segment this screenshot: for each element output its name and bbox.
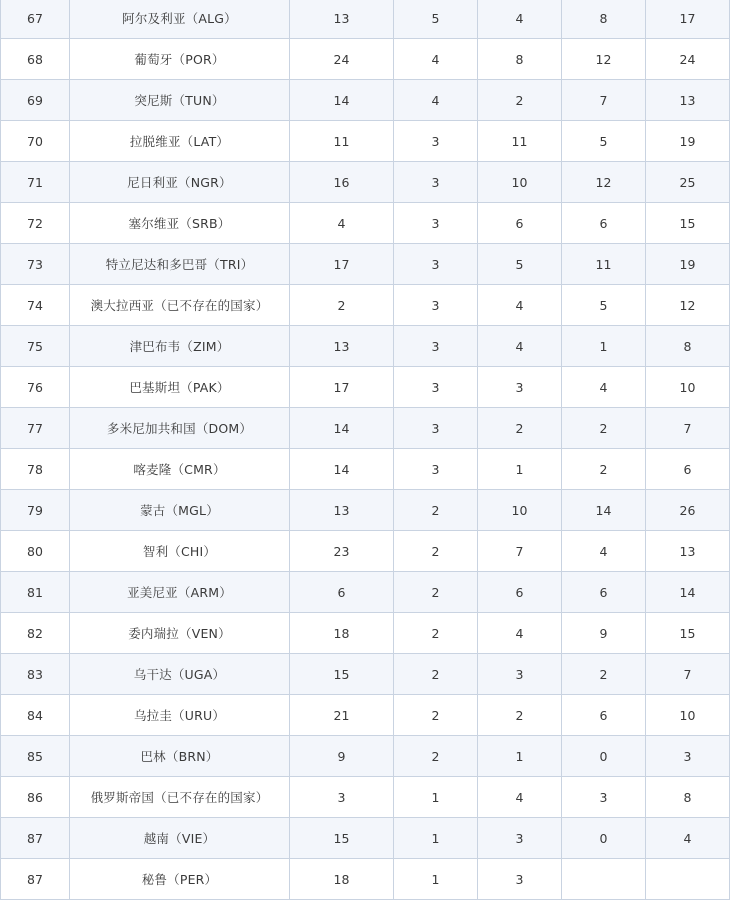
country-cell: 巴基斯坦（PAK） [70, 367, 290, 408]
rank-cell: 80 [1, 531, 70, 572]
gold-count-cell: 1 [394, 859, 478, 900]
country-cell: 喀麦隆（CMR） [70, 449, 290, 490]
country-cell: 俄罗斯帝国（已不存在的国家） [70, 777, 290, 818]
silver-count-cell: 4 [478, 0, 562, 39]
gold-count-cell: 3 [394, 408, 478, 449]
country-cell: 亚美尼亚（ARM） [70, 572, 290, 613]
gold-count-cell: 3 [394, 326, 478, 367]
bronze-count-cell: 12 [562, 162, 646, 203]
country-cell: 智利（CHI） [70, 531, 290, 572]
silver-count-cell: 4 [478, 326, 562, 367]
silver-count-cell: 3 [478, 818, 562, 859]
gold-count-cell: 5 [394, 0, 478, 39]
total-count-cell: 7 [646, 654, 730, 695]
table-row [1, 121, 730, 162]
table-row [1, 736, 730, 777]
total-count-cell [646, 859, 730, 900]
table-row [1, 490, 730, 531]
table-row [1, 818, 730, 859]
total-count-cell: 6 [646, 449, 730, 490]
table-row [1, 695, 730, 736]
participations-cell: 17 [290, 367, 394, 408]
gold-count-cell: 3 [394, 449, 478, 490]
silver-count-cell: 10 [478, 490, 562, 531]
participations-cell: 18 [290, 613, 394, 654]
gold-count-cell: 1 [394, 777, 478, 818]
table-row [1, 367, 730, 408]
total-count-cell: 19 [646, 244, 730, 285]
gold-count-cell: 3 [394, 367, 478, 408]
silver-count-cell: 2 [478, 695, 562, 736]
table-row [1, 0, 730, 39]
total-count-cell: 19 [646, 121, 730, 162]
bronze-count-cell: 11 [562, 244, 646, 285]
silver-count-cell: 2 [478, 408, 562, 449]
total-count-cell: 15 [646, 613, 730, 654]
table-row [1, 654, 730, 695]
medal-table-body [1, 0, 730, 900]
gold-count-cell: 3 [394, 162, 478, 203]
country-cell: 乌拉圭（URU） [70, 695, 290, 736]
total-count-cell: 10 [646, 695, 730, 736]
country-cell: 特立尼达和多巴哥（TRI） [70, 244, 290, 285]
silver-count-cell: 3 [478, 367, 562, 408]
country-cell: 蒙古（MGL） [70, 490, 290, 531]
gold-count-cell: 4 [394, 39, 478, 80]
participations-cell: 11 [290, 121, 394, 162]
participations-cell: 14 [290, 80, 394, 121]
bronze-count-cell: 6 [562, 203, 646, 244]
participations-cell: 3 [290, 777, 394, 818]
table-row [1, 859, 730, 900]
table-row [1, 285, 730, 326]
rank-cell: 87 [1, 818, 70, 859]
table-row [1, 326, 730, 367]
gold-count-cell: 3 [394, 244, 478, 285]
rank-cell: 84 [1, 695, 70, 736]
bronze-count-cell: 2 [562, 449, 646, 490]
participations-cell: 13 [290, 490, 394, 531]
silver-count-cell: 1 [478, 449, 562, 490]
silver-count-cell: 1 [478, 736, 562, 777]
participations-cell: 14 [290, 449, 394, 490]
gold-count-cell: 3 [394, 203, 478, 244]
total-count-cell: 26 [646, 490, 730, 531]
table-row [1, 203, 730, 244]
bronze-count-cell: 4 [562, 531, 646, 572]
participations-cell: 2 [290, 285, 394, 326]
rank-cell: 75 [1, 326, 70, 367]
silver-count-cell: 8 [478, 39, 562, 80]
participations-cell: 13 [290, 0, 394, 39]
gold-count-cell: 2 [394, 654, 478, 695]
gold-count-cell: 2 [394, 613, 478, 654]
silver-count-cell: 4 [478, 285, 562, 326]
participations-cell: 15 [290, 654, 394, 695]
bronze-count-cell: 9 [562, 613, 646, 654]
silver-count-cell: 7 [478, 531, 562, 572]
participations-cell: 14 [290, 408, 394, 449]
bronze-count-cell: 0 [562, 818, 646, 859]
country-cell: 巴林（BRN） [70, 736, 290, 777]
bronze-count-cell: 14 [562, 490, 646, 531]
rank-cell: 72 [1, 203, 70, 244]
gold-count-cell: 3 [394, 285, 478, 326]
bronze-count-cell: 5 [562, 285, 646, 326]
total-count-cell: 3 [646, 736, 730, 777]
participations-cell: 9 [290, 736, 394, 777]
bronze-count-cell: 2 [562, 654, 646, 695]
table-row [1, 777, 730, 818]
country-cell: 秘鲁（PER） [70, 859, 290, 900]
total-count-cell: 17 [646, 0, 730, 39]
total-count-cell: 15 [646, 203, 730, 244]
bronze-count-cell [562, 859, 646, 900]
silver-count-cell: 5 [478, 244, 562, 285]
total-count-cell: 25 [646, 162, 730, 203]
table-row [1, 244, 730, 285]
participations-cell: 21 [290, 695, 394, 736]
rank-cell: 87 [1, 859, 70, 900]
bronze-count-cell: 3 [562, 777, 646, 818]
country-cell: 津巴布韦（ZIM） [70, 326, 290, 367]
silver-count-cell: 3 [478, 654, 562, 695]
country-cell: 塞尔维亚（SRB） [70, 203, 290, 244]
table-row [1, 80, 730, 121]
participations-cell: 17 [290, 244, 394, 285]
rank-cell: 78 [1, 449, 70, 490]
total-count-cell: 24 [646, 39, 730, 80]
silver-count-cell: 11 [478, 121, 562, 162]
total-count-cell: 14 [646, 572, 730, 613]
participations-cell: 4 [290, 203, 394, 244]
silver-count-cell: 4 [478, 777, 562, 818]
country-cell: 尼日利亚（NGR） [70, 162, 290, 203]
bronze-count-cell: 4 [562, 367, 646, 408]
rank-cell: 71 [1, 162, 70, 203]
gold-count-cell: 2 [394, 490, 478, 531]
country-cell: 拉脱维亚（LAT） [70, 121, 290, 162]
total-count-cell: 4 [646, 818, 730, 859]
gold-count-cell: 2 [394, 531, 478, 572]
bronze-count-cell: 5 [562, 121, 646, 162]
participations-cell: 24 [290, 39, 394, 80]
participations-cell: 18 [290, 859, 394, 900]
total-count-cell: 13 [646, 80, 730, 121]
gold-count-cell: 4 [394, 80, 478, 121]
bronze-count-cell: 0 [562, 736, 646, 777]
country-cell: 葡萄牙（POR） [70, 39, 290, 80]
rank-cell: 81 [1, 572, 70, 613]
rank-cell: 82 [1, 613, 70, 654]
gold-count-cell: 3 [394, 121, 478, 162]
rank-cell: 85 [1, 736, 70, 777]
total-count-cell: 7 [646, 408, 730, 449]
bronze-count-cell: 2 [562, 408, 646, 449]
participations-cell: 23 [290, 531, 394, 572]
silver-count-cell: 6 [478, 572, 562, 613]
bronze-count-cell: 6 [562, 572, 646, 613]
bronze-count-cell: 12 [562, 39, 646, 80]
bronze-count-cell: 7 [562, 80, 646, 121]
participations-cell: 15 [290, 818, 394, 859]
participations-cell: 16 [290, 162, 394, 203]
total-count-cell: 8 [646, 326, 730, 367]
country-cell: 多米尼加共和国（DOM） [70, 408, 290, 449]
table-row [1, 613, 730, 654]
table-row [1, 449, 730, 490]
rank-cell: 67 [1, 0, 70, 39]
bronze-count-cell: 6 [562, 695, 646, 736]
total-count-cell: 13 [646, 531, 730, 572]
rank-cell: 70 [1, 121, 70, 162]
table-row [1, 162, 730, 203]
country-cell: 越南（VIE） [70, 818, 290, 859]
country-cell: 委内瑞拉（VEN） [70, 613, 290, 654]
country-cell: 阿尔及利亚（ALG） [70, 0, 290, 39]
country-cell: 澳大拉西亚（已不存在的国家） [70, 285, 290, 326]
silver-count-cell: 3 [478, 859, 562, 900]
silver-count-cell: 10 [478, 162, 562, 203]
rank-cell: 74 [1, 285, 70, 326]
gold-count-cell: 1 [394, 818, 478, 859]
table-row [1, 572, 730, 613]
total-count-cell: 8 [646, 777, 730, 818]
bronze-count-cell: 1 [562, 326, 646, 367]
table-row [1, 39, 730, 80]
bronze-count-cell: 8 [562, 0, 646, 39]
total-count-cell: 12 [646, 285, 730, 326]
total-count-cell: 10 [646, 367, 730, 408]
silver-count-cell: 4 [478, 613, 562, 654]
rank-cell: 77 [1, 408, 70, 449]
silver-count-cell: 2 [478, 80, 562, 121]
gold-count-cell: 2 [394, 695, 478, 736]
rank-cell: 69 [1, 80, 70, 121]
gold-count-cell: 2 [394, 736, 478, 777]
silver-count-cell: 6 [478, 203, 562, 244]
rank-cell: 68 [1, 39, 70, 80]
gold-count-cell: 2 [394, 572, 478, 613]
rank-cell: 76 [1, 367, 70, 408]
participations-cell: 13 [290, 326, 394, 367]
rank-cell: 73 [1, 244, 70, 285]
table-row [1, 408, 730, 449]
rank-cell: 86 [1, 777, 70, 818]
country-cell: 突尼斯（TUN） [70, 80, 290, 121]
participations-cell: 6 [290, 572, 394, 613]
rank-cell: 83 [1, 654, 70, 695]
rank-cell: 79 [1, 490, 70, 531]
country-cell: 乌干达（UGA） [70, 654, 290, 695]
table-row [1, 531, 730, 572]
